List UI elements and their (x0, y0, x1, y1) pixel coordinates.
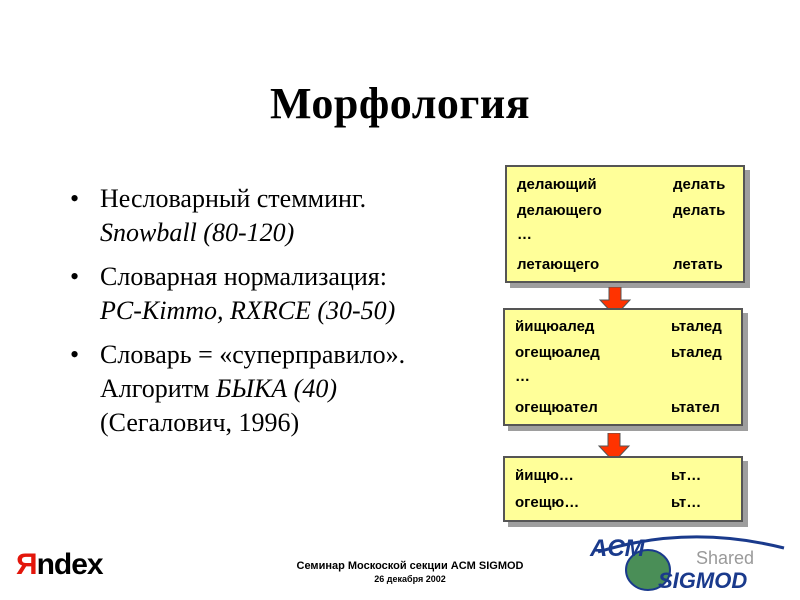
bullet-text-plain: Алгоритм (100, 374, 216, 403)
lemma-suffix: ьт… (671, 467, 702, 484)
bullet-text-italic: Snowball (80-120) (100, 218, 295, 247)
bullet-text: (Сегалович, 1996) (100, 408, 300, 437)
word-lemma: ьталед (671, 318, 722, 335)
box-row (517, 256, 733, 276)
bullet-text: • Несловарный стемминг. (100, 184, 367, 213)
box-row (517, 176, 733, 196)
acm-sigmod-logo (588, 530, 788, 596)
word-lemma: ьтател (671, 399, 720, 416)
box-row (515, 399, 731, 419)
word-suffix: огещю… (515, 494, 580, 511)
box-row (515, 344, 731, 364)
bullet-text: • Словарная нормализация: (100, 262, 387, 291)
acm-logo-text: ACM (590, 535, 645, 562)
yandex-logo-letter: Я (16, 548, 37, 581)
box-row (515, 494, 731, 514)
example-box-rules (503, 456, 743, 522)
word-form: летающего (517, 256, 600, 273)
bullet-item (70, 338, 490, 440)
word-lemma: ьталед (671, 344, 722, 361)
bullet-item (70, 182, 490, 250)
watermark-text: Shared (696, 548, 755, 568)
word-form: огещюател (515, 399, 598, 416)
yandex-logo (16, 548, 103, 582)
lemma-suffix: ьт… (671, 494, 702, 511)
word-lemma: делать (673, 176, 726, 193)
bullet-list (70, 182, 490, 450)
word-suffix: йищю… (515, 467, 574, 484)
word-form: йищюалед (515, 318, 595, 335)
example-box-original (505, 165, 745, 283)
box-row (517, 202, 733, 222)
bullet-text-italic: PC-Kimmo, RXRCE (30-50) (100, 296, 396, 325)
box-row (515, 318, 731, 338)
footer-seminar: Семинар Москоской секции ACM SIGMOD (296, 560, 524, 572)
yandex-logo-text: ndex (36, 548, 103, 581)
bullet-text: • Словарь = «суперправило». (100, 340, 406, 369)
box-row (515, 467, 731, 487)
footer-date: 26 декабря 2002 (374, 574, 446, 584)
box-row (517, 226, 733, 246)
bullet-text-italic: БЫКА (40) (216, 374, 337, 403)
example-box-reversed (503, 308, 743, 426)
word-lemma: делать (673, 202, 726, 219)
bullet-item (70, 260, 490, 328)
word-form: делающий (517, 176, 597, 193)
ellipsis: … (517, 226, 532, 243)
word-form: огещюалед (515, 344, 600, 361)
ellipsis: … (515, 368, 530, 385)
word-lemma: летать (673, 256, 723, 273)
sigmod-logo-text: SIGMOD (658, 568, 748, 593)
slide-title: Морфология (269, 79, 531, 128)
box-row (515, 368, 731, 388)
word-form: делающего (517, 202, 602, 219)
bullet-text-line2 (100, 372, 490, 406)
